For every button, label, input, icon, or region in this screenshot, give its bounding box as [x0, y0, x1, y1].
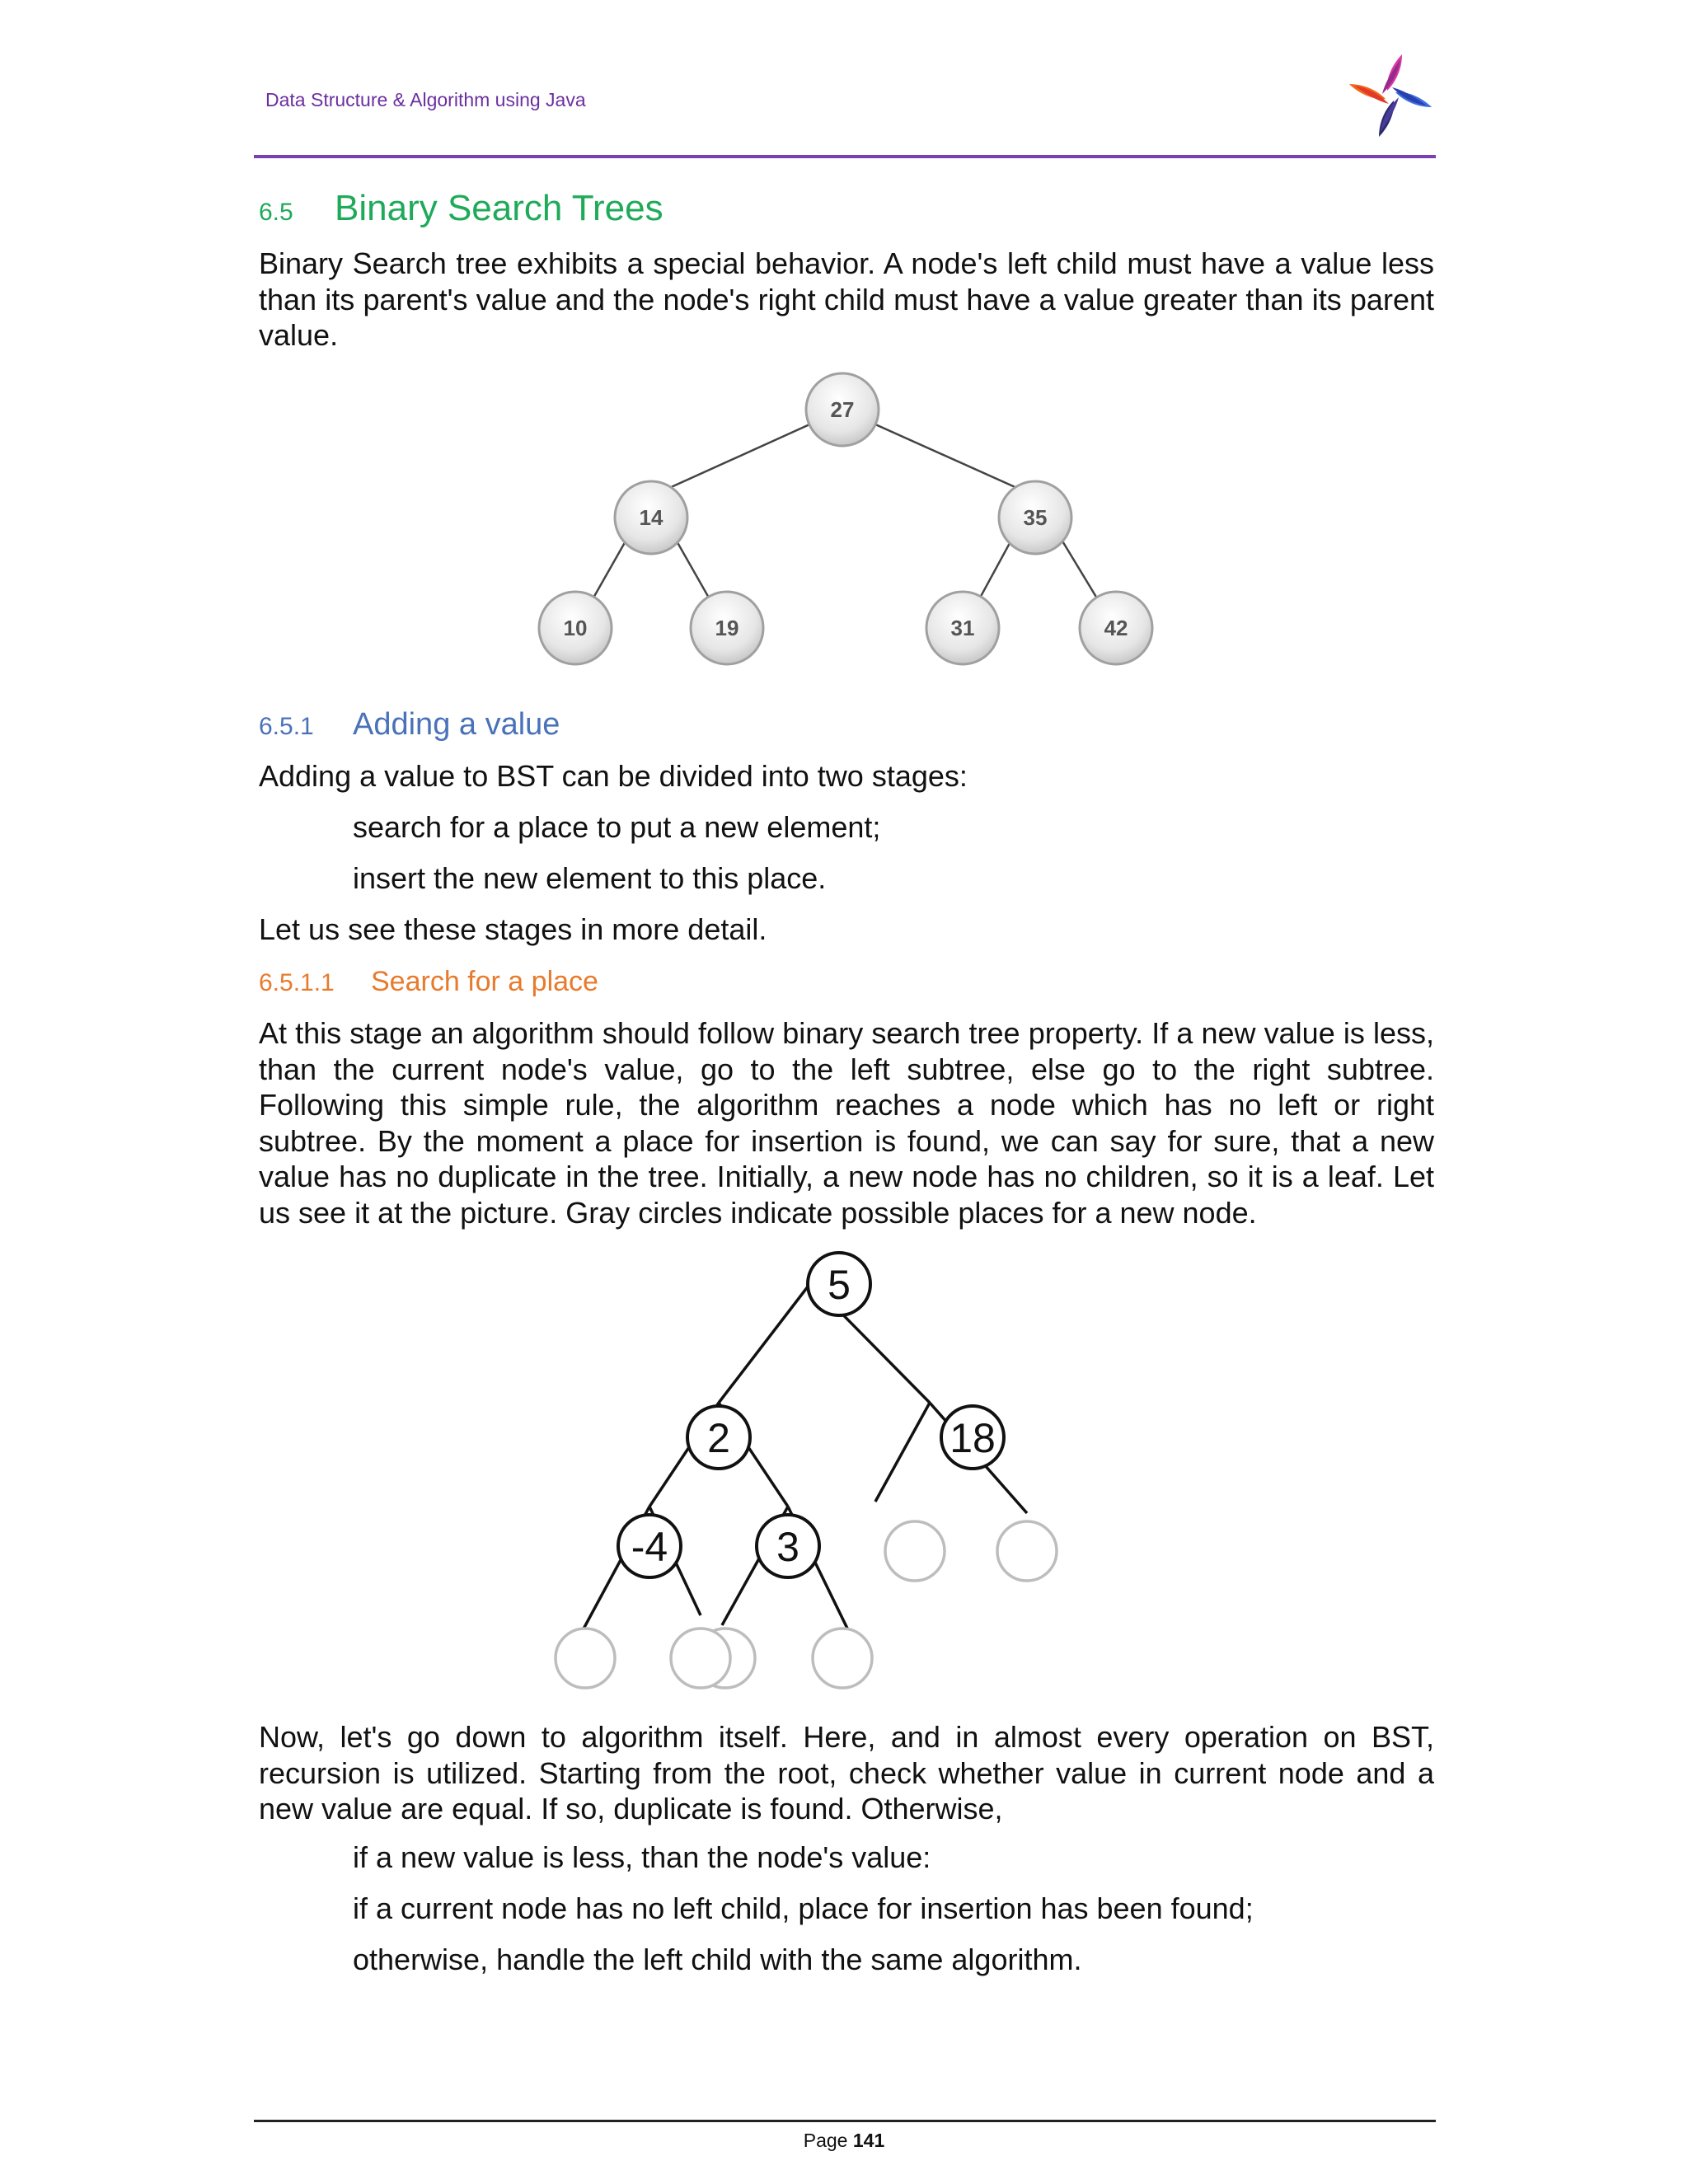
node-label: 35: [1023, 505, 1048, 530]
subsection-heading: [259, 707, 560, 743]
section-title: Binary Search Trees: [335, 188, 663, 228]
algorithm-intro: Now, let's go down to algorithm itself. Here, and in almost every operation on BST, recursion is utilized. Starting from the root, check whether value in current node and a new value are equal. If so, duplicate is found. Otherwise,: [259, 1720, 1434, 1825]
node-label: 31: [950, 616, 975, 640]
header-rule: [254, 155, 1436, 158]
node-label: 42: [1104, 616, 1128, 640]
node-label: 18: [950, 1415, 996, 1461]
empty-place-node: [997, 1521, 1057, 1581]
node-label: 2: [707, 1415, 730, 1461]
stage-item: search for a place to put a new element;: [353, 810, 881, 844]
node-label: 27: [830, 397, 855, 422]
page-footer: [0, 2130, 1688, 2152]
page-number: 141: [852, 2130, 885, 2151]
subsubsection-number: 6.5.1.1: [259, 969, 335, 996]
footer-rule: [254, 2120, 1436, 2122]
subsection-outro: Let us see these stages in more detail.: [259, 912, 767, 946]
node-label: 19: [715, 616, 739, 640]
tree-edge: [875, 1403, 930, 1502]
subsection-number: 6.5.1: [259, 713, 314, 740]
node-label: -4: [631, 1524, 668, 1570]
node-label: 3: [776, 1524, 799, 1570]
empty-place-node: [813, 1629, 872, 1688]
empty-place-node: [885, 1521, 945, 1581]
section-number: 6.5: [259, 199, 293, 226]
subsubsection-body: At this stage an algorithm should follow binary search tree property. If a new value is less, than the current node's value, go to the left subtree, else go to the right subtree. Following this simple rule, the algorithm reaches a node which has no left or right subtree. By the moment a place for insertion is found, we can say for sure, that a new value has no duplicate in the tree. Initially, a new node has no children, so it is a leaf. Let us see it at the picture. Gray circles indicate possible places for a new node.: [259, 1016, 1434, 1230]
subsubsection-title: Search for a place: [371, 966, 598, 997]
empty-place-node: [671, 1629, 730, 1688]
bst-figure: [519, 363, 1179, 676]
tree-edge: [719, 1282, 811, 1403]
node-label: 14: [639, 505, 663, 530]
node-label: 5: [828, 1262, 851, 1308]
algorithm-step: otherwise, handle the left child with the same algorithm.: [353, 1943, 1082, 1976]
publisher-logo-icon: [1342, 53, 1439, 138]
section-intro: Binary Search tree exhibits a special behavior. A node's left child must have a value less than its parent's value and the node's right child must have a value greater than its parent value.: [259, 246, 1434, 352]
stage-item: insert the new element to this place.: [353, 861, 827, 895]
algorithm-step: if a new value is less, than the node's value:: [353, 1840, 931, 1874]
empty-place-node: [556, 1629, 615, 1688]
subsection-title: Adding a value: [353, 707, 560, 742]
subsection-intro: Adding a value to BST can be divided into two stages:: [259, 759, 968, 793]
insertion-places-figure: [528, 1236, 1088, 1698]
running-header: Data Structure & Algorithm using Java: [265, 89, 586, 110]
section-heading: [259, 188, 663, 229]
algorithm-step: if a current node has no left child, place for insertion has been found;: [353, 1891, 1254, 1925]
subsubsection-heading: [259, 966, 598, 998]
node-label: 10: [563, 616, 588, 640]
page-label: Page: [803, 2130, 848, 2151]
